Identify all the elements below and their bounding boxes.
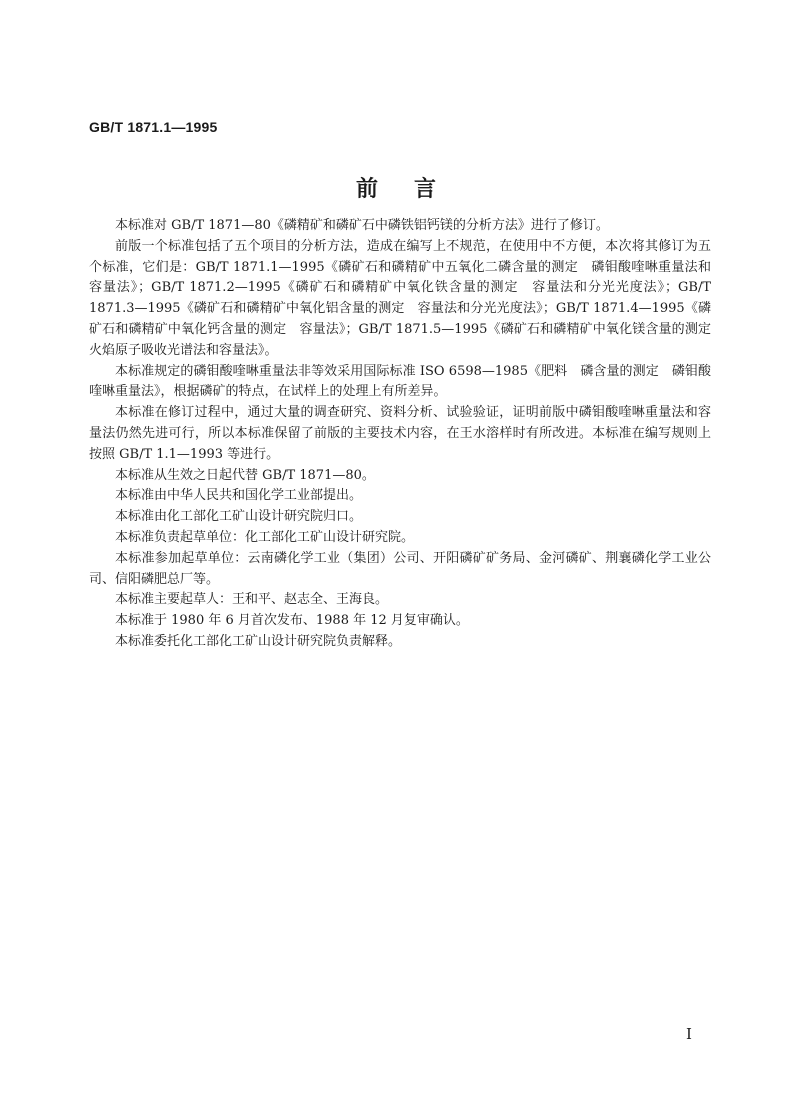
- paragraph-3: 本标准规定的磷钼酸喹啉重量法非等效采用国际标准 ISO 6598—1985《肥料 磷含量的测定 磷钼酸喹啉重量法》，根据磷矿的特点，在试样上的处理上有所差异。: [89, 363, 711, 400]
- paragraph-10: 本标准主要起草人：王和平、赵志全、王海良。: [115, 592, 389, 608]
- paragraph-7: 本标准由化工部化工矿山设计研究院归口。: [115, 509, 363, 525]
- page-title: 前言: [355, 177, 472, 202]
- paragraph-11: 本标准于 1980 年 6 月首次发布、1988 年 12 月复审确认。: [115, 613, 469, 629]
- paragraph-1: 本标准对 GB/T 1871—80《磷精矿和磷矿石中磷铁铝钙镁的分析方法》进行了修订。: [115, 218, 609, 233]
- paragraph-12: 本标准委托化工部化工矿山设计研究院负责解释。: [115, 633, 402, 649]
- paragraph-9: 本标准参加起草单位：云南磷化学工业（集团）公司、开阳磷矿矿务局、金河磷矿、荆襄磷化学工业公司、信阳磷肥总厂等。: [89, 550, 711, 587]
- paragraph-8: 本标准负责起草单位：化工部化工矿山设计研究院。: [115, 529, 415, 545]
- standard-code: GB/T 1871.1—1995: [89, 119, 218, 135]
- paragraph-2: 前版一个标准包括了五个项目的分析方法，造成在编写上不规范，在使用中不方便，本次将其修订为五个标准，它们是：GB/T 1871.1—1995《磷矿石和磷精矿中五氧化二磷含量的测定 磷钼酸喹啉重量法和容量法》；GB/T 1871.2—1995《磷矿石和磷精矿中氧化铁含量的测定 容量法和分光光度法》；GB/T 1871.3—1995《磷矿石和磷精矿中氧化铝含量的测定 容量法和分光光度法》；GB/T 1871.4—1995《磷矿石和磷精矿中氧化钙含量的测定 容量法》；GB/T 1871.5—1995《磷矿石和磷精矿中氧化镁含量的测定 火焰原子吸收光谱法和容量法》。: [89, 238, 725, 358]
- paragraph-5: 本标准从生效之日起代替 GB/T 1871—80。: [115, 467, 375, 483]
- paragraph-6: 本标准由中华人民共和国化学工业部提出。: [115, 488, 363, 504]
- paragraph-4: 本标准在修订过程中，通过大量的调查研究、资料分析、试验验证，证明前版中磷钼酸喹啉重量法和容量法仍然先进可行，所以本标准保留了前版的主要技术内容，在王水溶样时有所改进。本标准在编写规则上按照 GB/T 1.1—1993 等进行。: [89, 405, 711, 462]
- document-body: [89, 216, 725, 653]
- page-number: I: [686, 1025, 692, 1043]
